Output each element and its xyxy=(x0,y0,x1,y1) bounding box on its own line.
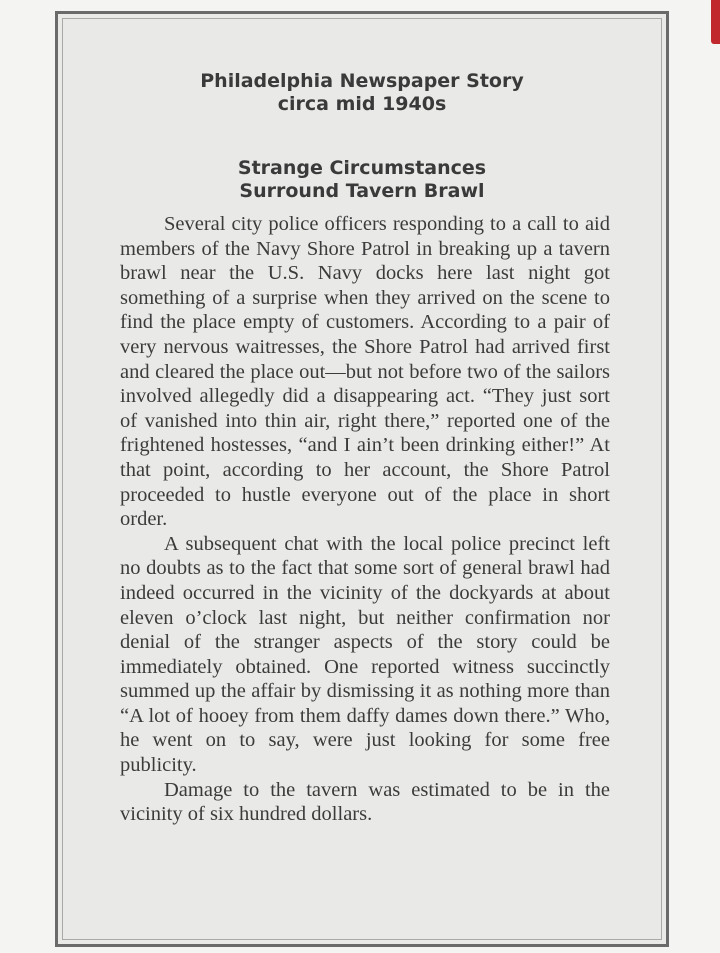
subheadline-line-2: Surround Tavern Brawl xyxy=(239,180,485,202)
article-body xyxy=(120,212,610,827)
page-edge-tab xyxy=(711,0,720,44)
article-subheadline xyxy=(58,157,666,203)
article-headline xyxy=(58,70,666,116)
headline-line-1: Philadelphia Newspaper Story xyxy=(200,70,524,92)
body-paragraph-3: Damage to the tavern was estimated to be in the vicinity of six hundred dollars. xyxy=(120,778,610,826)
article-frame xyxy=(55,11,669,947)
subheadline-line-1: Strange Circumstances xyxy=(237,157,487,179)
headline-line-2: circa mid 1940s xyxy=(277,93,447,115)
body-paragraph-1: Several city police officers responding to a call to aid members of the Navy Shore Patrol in breaking up a tavern brawl near the U.S. Navy docks here last night got something of a surprise when they arrived on the scene to find the place empty of customers. According to a pair of very nervous waitresses, the Shore Patrol had arrived first and cleared the place out—but not before two of the sailors involved allegedly did a disappearing act. “They just sort of vanished into thin air, right there,” reported one of the frightened hostesses, “and I ain’t been drinking either!” At that point, according to her account, the Shore Patrol proceeded to hustle everyone out of the place in short order. xyxy=(120,213,610,531)
body-paragraph-2: A subsequent chat with the local police precinct left no doubts as to the fact that some sort of general brawl had indeed occurred in the vicinity of the dockyards at about eleven o’clock last night, but neither confirmation nor denial of the stranger aspects of the story could be immediately obtained. One reported witness succinctly summed up the affair by dismissing it as nothing more than “A lot of hooey from them daffy dames down there.” Who, he went on to say, were just looking for some free publicity. xyxy=(120,532,610,777)
